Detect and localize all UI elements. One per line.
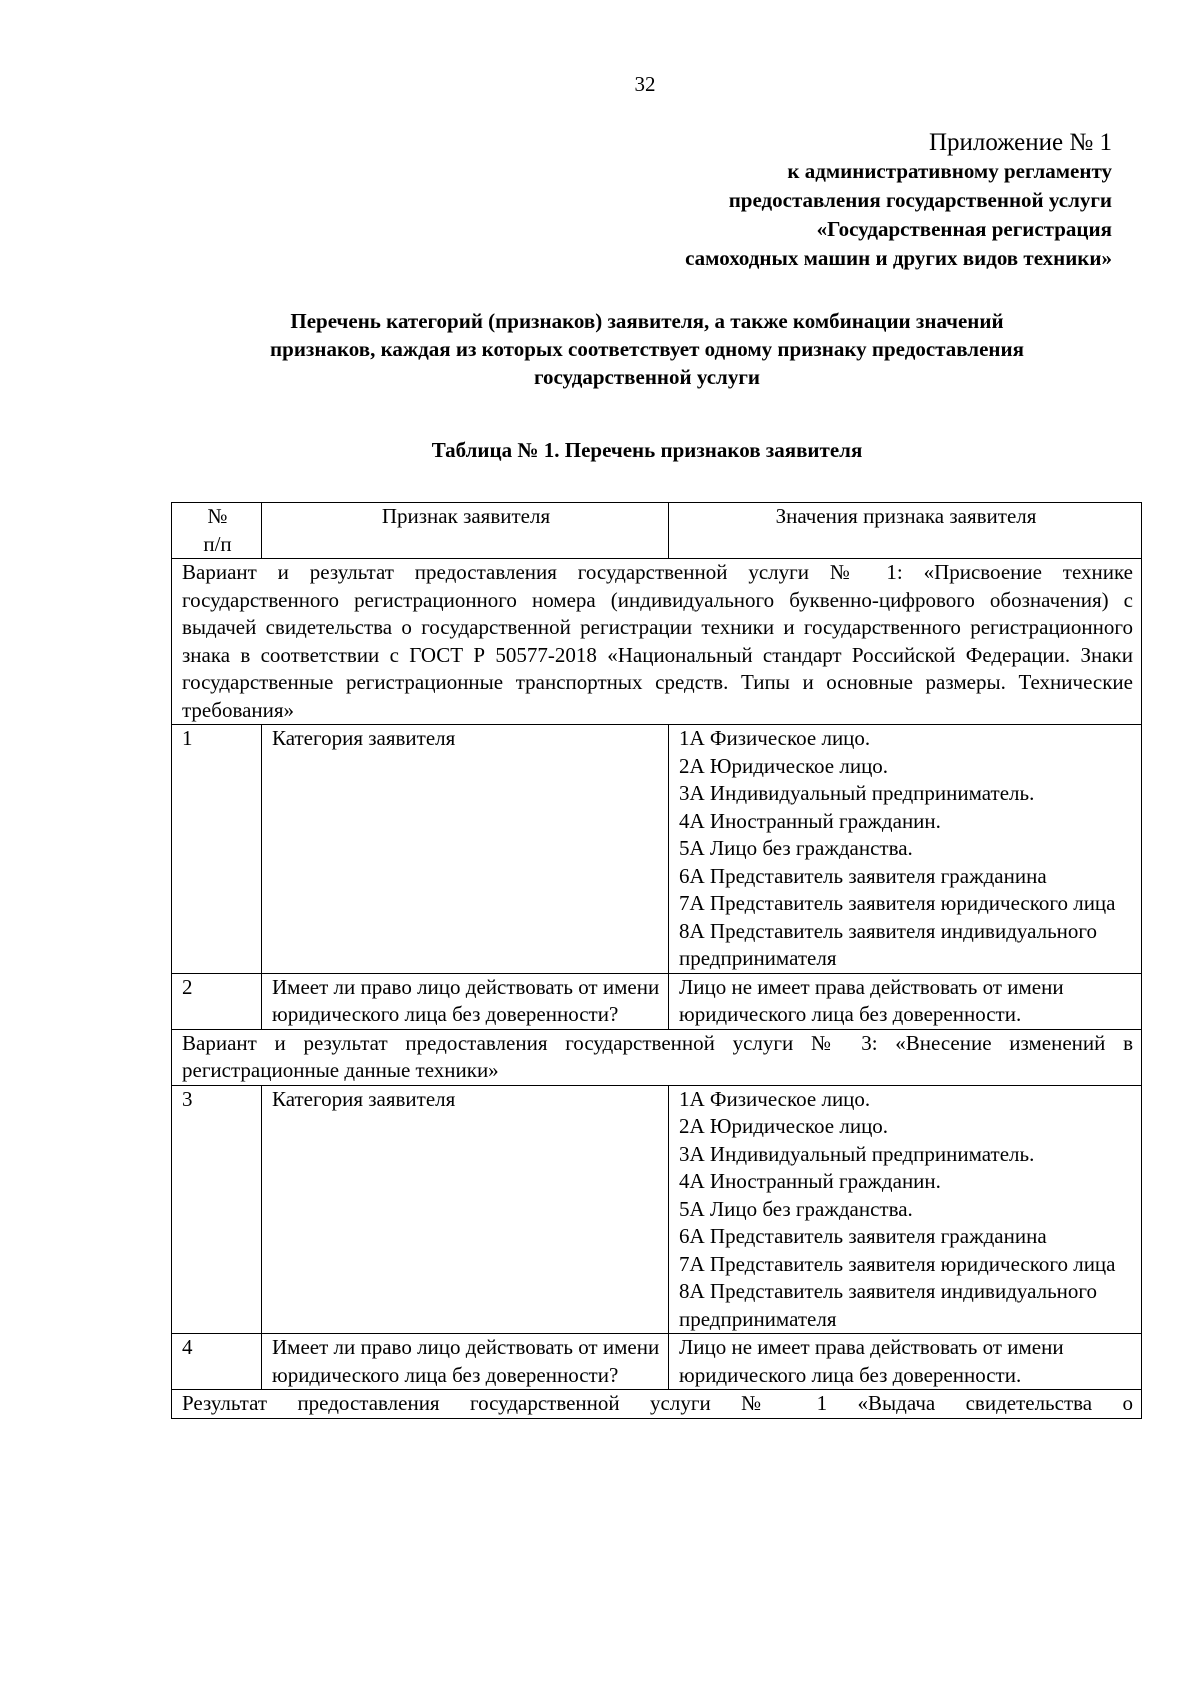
table-header-row: [172, 503, 1142, 559]
value-item: 1А Физическое лицо.: [679, 1086, 871, 1111]
value-item: 5А Лицо без гражданства.: [679, 836, 913, 860]
value-item: 7А Представитель заявителя юридического лица: [679, 891, 1116, 915]
appendix-title: Приложение № 1: [928, 129, 1112, 156]
variant-3-description: Вариант и результат предоставления государственной услуги № 3: «Внесение изменений в регистрационные данные техники»: [172, 1029, 1142, 1085]
document-heading: [170, 307, 1124, 391]
variant-1-description: Вариант и результат предоставления государственной услуги № 1: «Присвоение технике государственного регистрационного номера (индивидуального буквенно-цифрового обозначения) с выдачей свидетельства о государственной регистрации техники и государственного регистрационного знака в соответствии с ГОСТ Р 50577-2018 «Национальный стандарт Российской Федерации. Знаки государственные регистрационные транспортных средств. Типы и основные размеры. Технические требования»: [172, 559, 1142, 725]
value-item: 2А Юридическое лицо.: [679, 1114, 889, 1138]
result-description: Результат предоставления государственной услуги № 1 «Выдача свидетельства о: [172, 1390, 1142, 1419]
heading-line-1: Перечень категорий (признаков) заявителя, а также комбинации значений: [290, 309, 1004, 333]
appendix-block: [685, 128, 1112, 273]
row-sign: Имеет ли право лицо действовать от имени юридического лица без доверенности?: [262, 1334, 669, 1390]
row-value: Лицо не имеет права действовать от имени юридического лица без доверенности.: [669, 1334, 1142, 1390]
value-item: 3А Индивидуальный предприниматель.: [679, 781, 1035, 805]
value-item: 4А Иностранный гражданин.: [679, 808, 941, 833]
page-number: 32: [634, 72, 656, 96]
heading-line-2: признаков, каждая из которых соответствует одному признаку предоставления: [270, 337, 1024, 361]
row-values: [669, 1085, 1142, 1334]
row-sign: Имеет ли право лицо действовать от имени юридического лица без доверенности?: [262, 973, 669, 1029]
value-item: 5А Лицо без гражданства.: [679, 1196, 913, 1221]
value-item: 8А Представитель заявителя индивидуального предпринимателя: [679, 918, 1098, 970]
appendix-line-4: «Государственная регистрация: [816, 217, 1112, 241]
table-row: [172, 725, 1142, 974]
table-title: Таблица № 1. Перечень признаков заявителя: [431, 438, 863, 462]
applicant-signs-table: [171, 502, 1142, 1419]
appendix-line-5: самоходных машин и других видов техники»: [685, 246, 1112, 270]
value-item: 8А Представитель заявителя индивидуального предпринимателя: [679, 1279, 1098, 1331]
row-sign: Категория заявителя: [262, 1085, 669, 1334]
row-value: Лицо не имеет права действовать от имени юридического лица без доверенности.: [669, 973, 1142, 1029]
appendix-line-3: предоставления государственной услуги: [728, 188, 1112, 212]
value-item: 1А Физическое лицо.: [679, 726, 871, 750]
header-value: Значения признака заявителя: [669, 503, 1142, 559]
row-sign: Категория заявителя: [262, 725, 669, 974]
row-number: 3: [172, 1085, 262, 1334]
header-number: [172, 503, 262, 559]
row-number: 1: [172, 725, 262, 974]
value-item: 3А Индивидуальный предприниматель.: [679, 1141, 1035, 1166]
value-item: 2А Юридическое лицо.: [679, 753, 889, 778]
value-item: 6А Представитель заявителя гражданина: [679, 863, 1047, 888]
result-row: [172, 1390, 1142, 1419]
table-row: [172, 973, 1142, 1029]
value-item: 7А Представитель заявителя юридического лица: [679, 1251, 1116, 1276]
header-number-abbr: п/п: [203, 531, 232, 556]
appendix-line-2: к административному регламенту: [787, 159, 1112, 183]
row-values: [669, 725, 1142, 974]
variant-row: [172, 559, 1142, 725]
header-sign: Признак заявителя: [262, 503, 669, 559]
value-item: 4А Иностранный гражданин.: [679, 1169, 941, 1193]
table-row: [172, 1334, 1142, 1390]
heading-line-3: государственной услуги: [534, 365, 760, 389]
row-number: 4: [172, 1334, 262, 1390]
row-number: 2: [172, 973, 262, 1029]
variant-row: [172, 1029, 1142, 1085]
table-row: [172, 1085, 1142, 1334]
value-item: 6А Представитель заявителя гражданина: [679, 1224, 1047, 1248]
header-number-symbol: №: [207, 504, 228, 528]
